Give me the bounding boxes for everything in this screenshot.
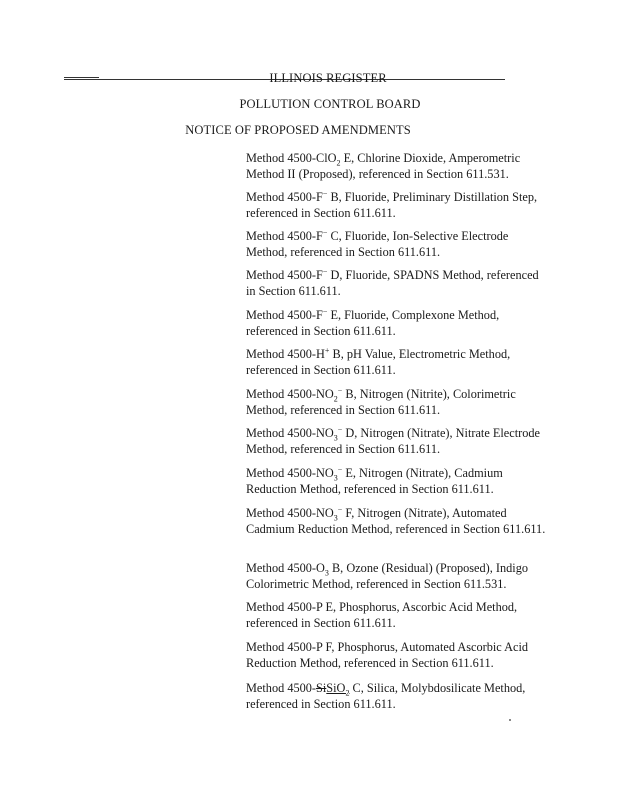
method-entry-h-b: Method 4500-H+ B, pH Value, Electrometric Method, referenced in Section 611.611. (246, 345, 511, 377)
method-entry-sio2-c: Method 4500-SiSiO$_2$ C, Silica, Molybdosilicate Method, referenced in Section 611.611. (246, 681, 526, 711)
inserted-text: SiO$_2$ (326, 681, 350, 698)
method-entry-f-c: Method 4500-F− C, Fluoride, Ion-Selective Electrode Method, referenced in Section 611.611. (246, 227, 509, 259)
method-entry-clo2-e: Method 4500-ClO$_2$ E, Chlorine Dioxide, Amperometric Method II (Proposed), referenced in Section 611.531. (246, 151, 521, 181)
board-title: POLLUTION CONTROL BOARD (239, 97, 421, 111)
notice-title: NOTICE OF PROPOSED AMENDMENTS (185, 123, 411, 137)
method-entry-f-d: Method 4500-F− D, Fluoride, SPADNS Method, referenced in Section 611.611. (246, 266, 539, 298)
method-entry-p-f: Method 4500-P F, Phosphorus, Automated Ascorbic Acid Reduction Method, referenced in Section 611.611. (246, 640, 529, 670)
method-entry-no2-b: Method $4500-NO_2^-$ B, Nitrogen (Nitrite), Colorimetric Method, referenced in Section 611.611. (246, 385, 516, 417)
deleted-text: Si (316, 681, 327, 695)
method-entry-no3-f: Method $4500-NO_3^-$ F, Nitrogen (Nitrate), Automated Cadmium Reduction Method, referenced in Section 611.611. (246, 504, 546, 536)
method-entry-p-e: Method 4500-P E, Phosphorus, Ascorbic Acid Method, referenced in Section 611.611. (246, 600, 518, 630)
method-entry-no3-d: Method $4500-NO_3^-$ D, Nitrogen (Nitrate), Nitrate Electrode Method, referenced in Section 611.611. (246, 424, 540, 456)
method-entry-f-b: Method 4500-F− B, Fluoride, Preliminary Distillation Step, referenced in Section 611.611. (246, 188, 538, 220)
method-entry-no3-e: Method $4500-NO_3^-$ E, Nitrogen (Nitrate), Cadmium Reduction Method, referenced in Section 611.611. (246, 464, 503, 496)
method-entry-o3-b: Method $4500-O_3$ B, Ozone (Residual) (Proposed), Indigo Colorimetric Method, referenced in Section 611.531. (246, 561, 529, 591)
method-entry-f-e: Method 4500-F− E, Fluoride, Complexone Method, referenced in Section 611.611. (246, 306, 500, 338)
stray-mark (509, 719, 511, 721)
register-title: ILLINOIS REGISTER (269, 71, 387, 85)
